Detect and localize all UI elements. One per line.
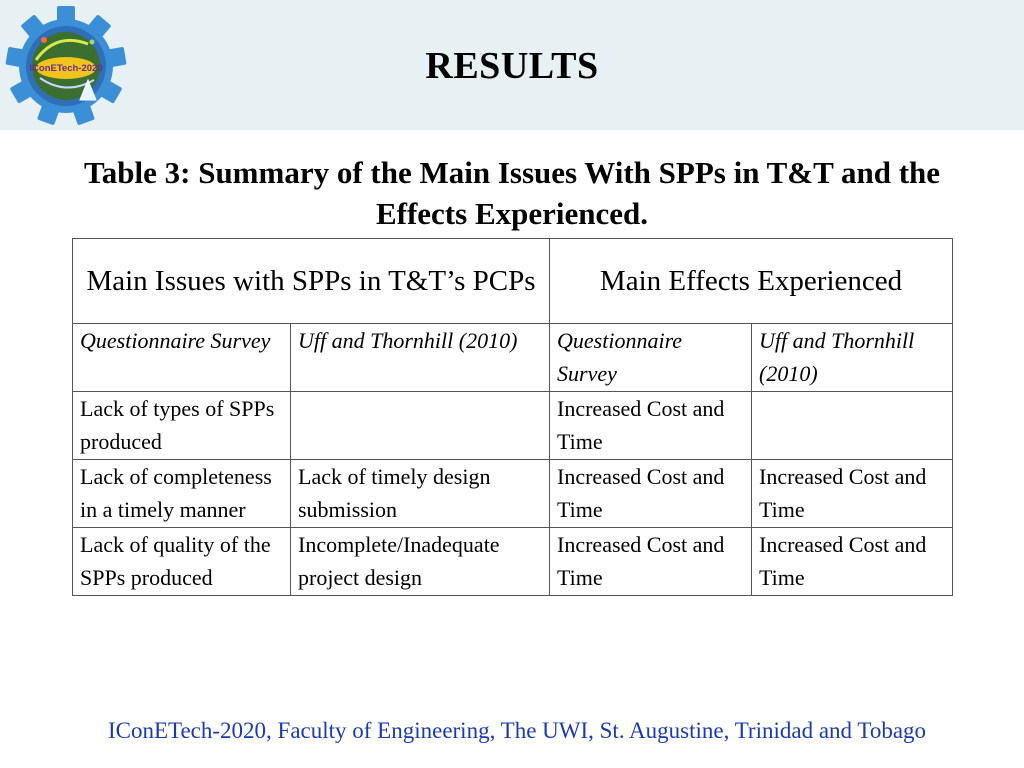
footer-conference-info: IConETech-2020, Faculty of Engineering, The UWI, St. Augustine, Trinidad and Tobago — [107, 718, 927, 743]
table-cell: Increased Cost and Time — [752, 460, 953, 528]
table-cell — [291, 392, 550, 460]
table-cell: Increased Cost and Time — [752, 528, 953, 596]
main-issues-header: Main Issues with SPPs in T&T’s PCPs — [73, 239, 550, 324]
slide-title: RESULTS — [425, 45, 599, 87]
table-cell — [752, 392, 953, 460]
table-subheader-row — [73, 324, 953, 392]
table-row — [73, 460, 953, 528]
logo-text: IConETech-2020 — [29, 63, 103, 74]
table-cell: Increased Cost and Time — [550, 392, 752, 460]
table-row — [73, 392, 953, 460]
subheader-issues-uff-thornhill: Uff and Thornhill (2010) — [291, 324, 550, 392]
subheader-issues-questionnaire: Questionnaire Survey — [73, 324, 291, 392]
summary-table — [72, 238, 953, 596]
subheader-effects-questionnaire: Questionnaire Survey — [550, 324, 752, 392]
table-cell: Lack of timely design submission — [291, 460, 550, 528]
main-effects-header: Main Effects Experienced — [550, 239, 953, 324]
table-cell: Lack of quality of the SPPs produced — [73, 528, 291, 596]
subheader-effects-uff-thornhill: Uff and Thornhill (2010) — [752, 324, 953, 392]
table-cell: Incomplete/Inadequate project design — [291, 528, 550, 596]
table-cell: Increased Cost and Time — [550, 528, 752, 596]
table-cell: Lack of completeness in a timely manner — [73, 460, 291, 528]
table-cell: Lack of types of SPPs produced — [73, 392, 291, 460]
table-row — [73, 528, 953, 596]
table-cell: Increased Cost and Time — [550, 460, 752, 528]
table-caption: Table 3: Summary of the Main Issues With SPPs in T&T and the Effects Experienced. — [83, 155, 941, 231]
table-group-header-row — [73, 239, 953, 324]
